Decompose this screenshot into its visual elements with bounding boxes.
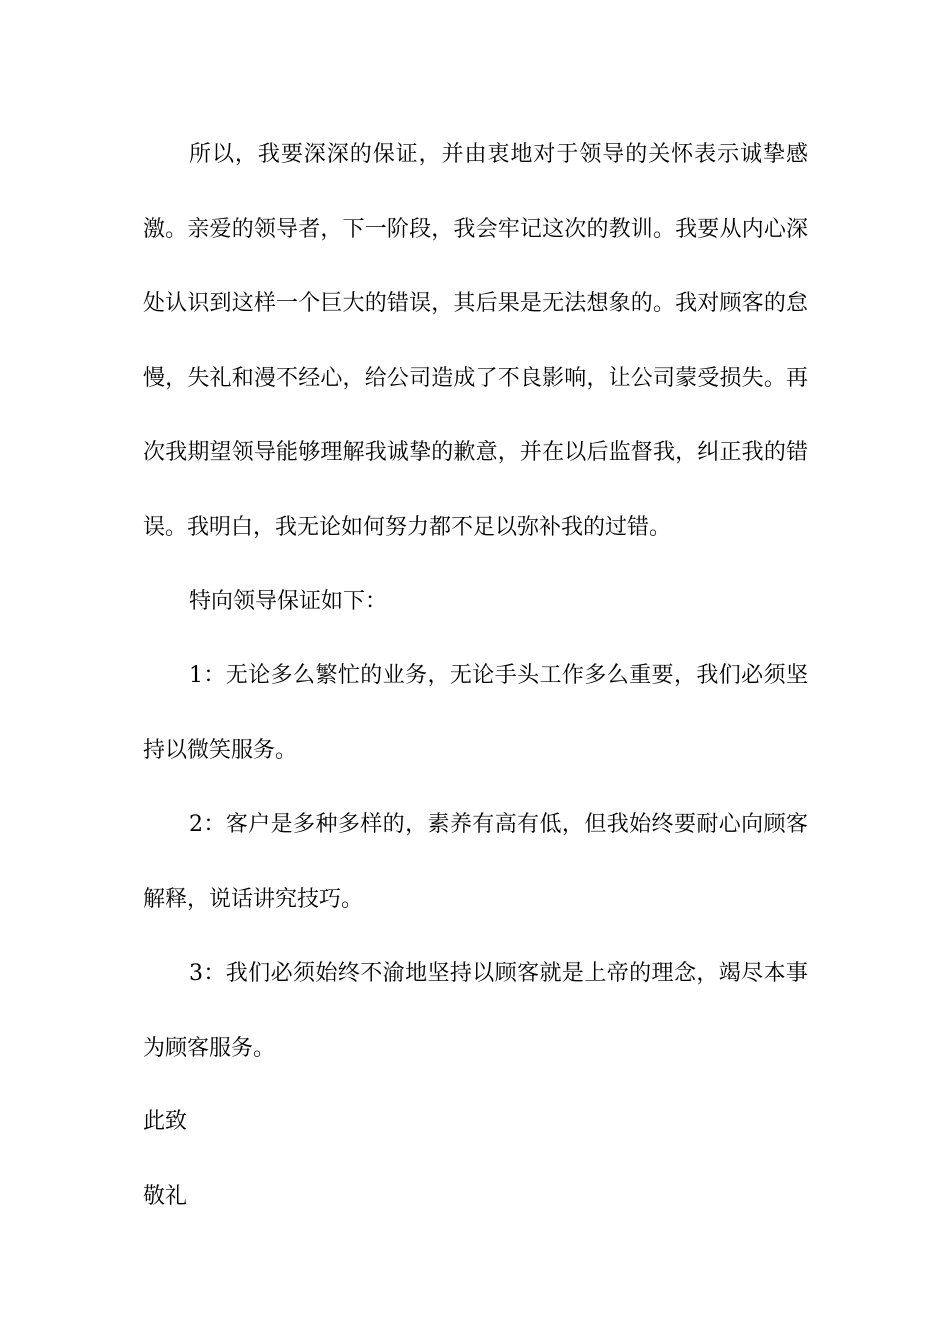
salutation-line: 敬礼 (143, 1184, 188, 1209)
closing-line: 此致 (143, 1109, 188, 1134)
pledge-item-1: 1：无论多么繁忙的业务，无论手头工作多么重要，我们必须坚持以微笑服务。 (143, 663, 808, 763)
body-paragraph-apology: 所以，我要深深的保证，并由衷地对于领导的关怀表示诚挚感激。亲爱的领导者，下一阶段，我会牢记这次的教训。我要从内心深处认识到这样一个巨大的错误，其后果是无法想象的。我对顾客的怠慢，失礼和漫不经心，给公司造成了不良影响，让公司蒙受损失。再次我期望领导能够理解我诚挚的歉意，并在以后监督我，纠正我的错误。我明白，我无论如何努力都不足以弥补我的过错。 (143, 142, 808, 540)
pledge-item-3: 3：我们必须始终不渝地坚持以顾客就是上帝的理念，竭尽本事为顾客服务。 (143, 961, 808, 1061)
body-paragraph-pledge-intro: 特向领导保证如下： (189, 589, 388, 614)
pledge-item-2: 2：客户是多种多样的，素养有高有低，但我始终要耐心向顾客解释，说话讲究技巧。 (143, 812, 808, 912)
